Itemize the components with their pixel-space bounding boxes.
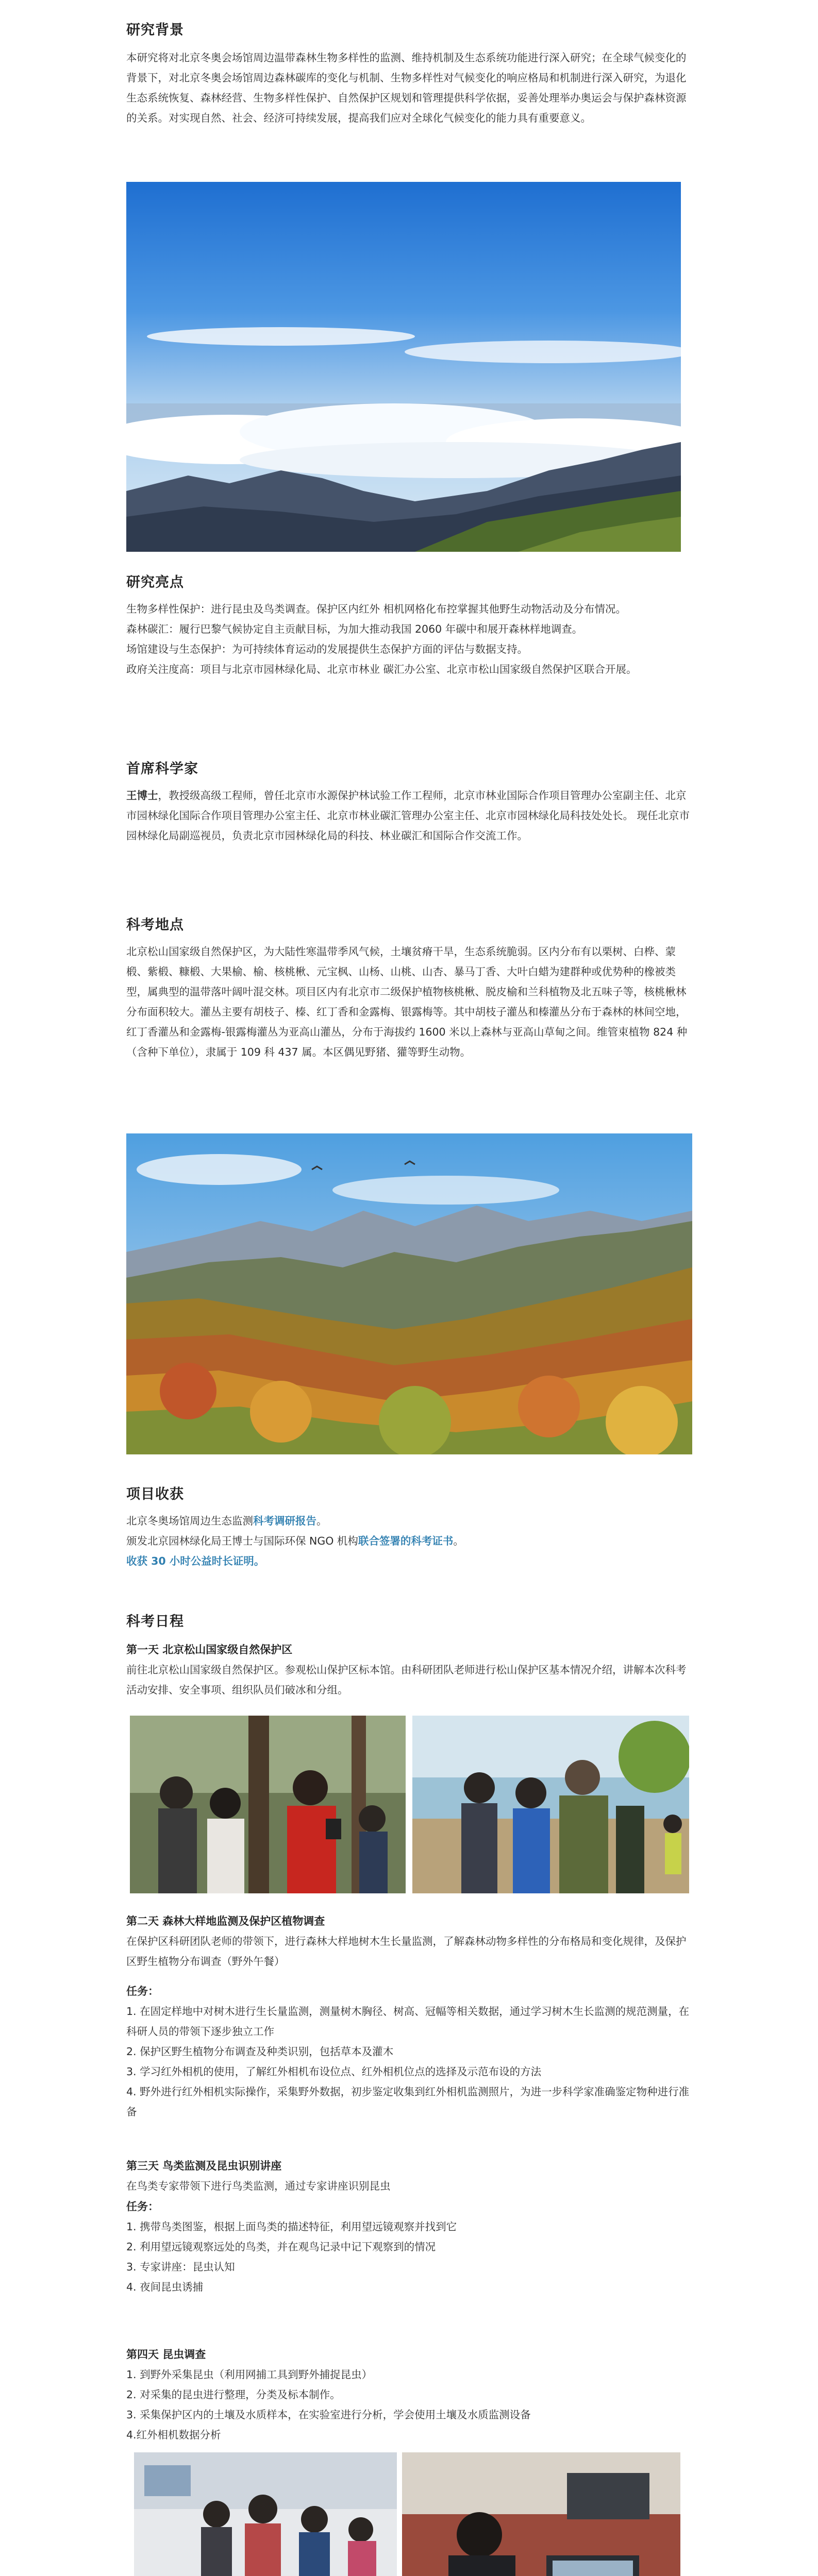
day-4 [126, 2344, 693, 2445]
section-heading-highlights: 研究亮点 [126, 574, 184, 590]
outcome-hours: 收获 30 小时公益时长证明。 [126, 1555, 265, 1567]
section-schedule [126, 1610, 693, 1630]
task-item: 1. 到野外采集昆虫（利用网捕工具到野外捕捉昆虫） [126, 2368, 373, 2381]
section-site [126, 913, 693, 1062]
section-highlights [126, 571, 693, 680]
scientist-name: 王博士 [126, 789, 158, 802]
outcome-certificate-link: 联合签署的科考证书 [358, 1535, 454, 1547]
task-item: 3. 学习红外相机的使用，了解红外相机布设位点、红外相机位点的选择及示范布设的方法 [126, 2065, 542, 2078]
task-item: 4. 夜间昆虫诱捕 [126, 2281, 204, 2293]
task-item: 2. 保护区野生植物分布调查及种类识别，包括草本及灌木 [126, 2045, 394, 2058]
section-heading-background: 研究背景 [126, 22, 184, 38]
task-item: 3. 采集保护区内的土壤及水质样本，在实验室进行分析，学会使用土壤及水质监测设备 [126, 2409, 531, 2421]
day-desc: 在保护区科研团队老师的带领下，进行森林大样地树木生长量监测，了解森林动物多样性的分布格局和变化规律，及保护区野生植物分布调查（野外午餐） [126, 1935, 687, 1968]
day-title: 第二天 森林大样地监测及保护区植物调查 [126, 1915, 325, 1927]
photo-student-computer [402, 2452, 680, 2576]
task-item: 1. 在固定样地中对树木进行生长量监测，测量树木胸径、树高、冠幅等相关数据，通过学习树木生长监测的规范测量，在科研人员的带领下逐步独立工作 [126, 2005, 690, 2038]
section-heading-schedule: 科考日程 [126, 1614, 184, 1630]
section-scientist [126, 757, 693, 846]
highlight-item: 场馆建设与生态保护：为可持续体育运动的发展提供生态保护方面的评估与数据支持。 [126, 643, 528, 655]
task-item: 1. 携带鸟类图鉴，根据上面鸟类的描述特征，利用望远镜观察并找到它 [126, 2221, 457, 2233]
day-3 [126, 2156, 693, 2297]
photo-students-forest [130, 1716, 406, 1893]
day-title: 第三天 鸟类监测及昆虫识别讲座 [126, 2160, 282, 2172]
task-item: 2. 对采集的昆虫进行整理，分类及标本制作。 [126, 2388, 341, 2401]
task-item: 2. 利用望远镜观察远处的鸟类，并在观鸟记录中记下观察到的情况 [126, 2241, 436, 2253]
photo-students-lakeside [412, 1716, 689, 1893]
day-title: 第一天 北京松山国家级自然保护区 [126, 1643, 293, 1656]
section-background [126, 19, 693, 128]
highlight-item: 政府关注度高：项目与北京市园林绿化局、北京市林业 碳汇办公室、北京市松山国家级自然保护区联合开展。 [126, 663, 637, 675]
day-desc: 在鸟类专家带领下进行鸟类监测，通过专家讲座识别昆虫 [126, 2180, 391, 2192]
section-heading-site: 科考地点 [126, 917, 184, 933]
outcome-report: 北京冬奥场馆周边生态监测科考调研报告。 [126, 1515, 327, 1527]
section-heading-scientist: 首席科学家 [126, 761, 198, 777]
day-title: 第四天 昆虫调查 [126, 2348, 206, 2361]
photo-students-lab [134, 2452, 397, 2576]
task-item: 3. 专家讲座：昆虫认知 [126, 2261, 235, 2273]
day-desc: 前往北京松山国家级自然保护区。参观松山保护区标本馆。由科研团队老师进行松山保护区基本情况介绍，讲解本次科考活动安排、安全事项、组织队员们破冰和分组。 [126, 1664, 687, 1696]
task-label: 任务： [126, 2200, 159, 2213]
section-outcomes [126, 1483, 693, 1571]
outcome-report-link: 科考调研报告 [253, 1515, 316, 1527]
task-label: 任务： [126, 1985, 159, 1997]
scientist-bio: 王博士，教授级高级工程师，曾任北京市水源保护林试验工作工程师，北京市林业国际合作项目管理办公室副主任、北京市园林绿化国际合作项目管理办公室主任、北京市林业碳汇管理办公室主任、北京市园林绿化局科技处处长。 现任北京市园林绿化局副巡视员，负责北京市园林绿化局的科技、林业碳汇和国际合作交流工作。 [126, 789, 690, 842]
day-2 [126, 1911, 693, 2122]
day-1 [126, 1639, 693, 1700]
highlight-item: 生物多样性保护：进行昆虫及鸟类调查。保护区内红外 相机网格化布控掌握其他野生动物活动及分布情况。 [126, 603, 627, 615]
site-paragraph: 北京松山国家级自然保护区，为大陆性寒温带季风气候，土壤贫瘠干旱，生态系统脆弱。区内分布有以栗树、白桦、蒙椴、紫椴、糠椴、大果榆、榆、核桃楸、元宝枫、山杨、山桃、山杏、暴马丁香、大叶白蜡为建群种或优势种的橡被类型，属典型的温带落叶阔叶混交林。项目区内有北京市二级保护植物核桃楸、脱皮榆和兰科植物及北五味子等，核桃楸林分布面积较大。灌丛主要有胡枝子、榛、红丁香和金露梅、银露梅等。其中胡枝子灌丛和榛灌丛分布于森林的林间空地，红丁香灌丛和金露梅-银露梅灌丛为亚高山灌丛，分布于海拔约 1600 米以上森林与亚高山草甸之间。维管束植物 824 种（含种下单位），隶属于 109 科 437 属。本区偶见野猪、獾等野生动物。 [126, 945, 688, 1058]
highlight-item: 森林碳汇：履行巴黎气候协定自主贡献目标，为加大推动我国 2060 年碳中和展开森林样地调查。 [126, 623, 583, 635]
outcome-certificate: 颁发北京园林绿化局王博士与国际环保 NGO 机构联合签署的科考证书。 [126, 1535, 464, 1547]
task-item: 4. 野外进行红外相机实际操作，采集野外数据，初步鉴定收集到红外相机监测照片，为进一步科学家准确鉴定物种进行准备 [126, 2086, 690, 2118]
task-item: 4.红外相机数据分析 [126, 2429, 221, 2441]
section-heading-outcomes: 项目收获 [126, 1486, 184, 1502]
photo-sea-of-clouds [126, 182, 681, 552]
background-paragraph: 本研究将对北京冬奥会场馆周边温带森林生物多样性的监测、维持机制及生态系统功能进行深入研究；在全球气候变化的背景下，对北京冬奥会场馆周边森林碳库的变化与机制、生物多样性对气候变化的响应格局和机制进行深入研究，为退化生态系统恢复、森林经营、生物多样性保护、自然保护区规划和管理提供科学依据，妥善处理举办奥运会与保护森林资源的关系。对实现自然、社会、经济可持续发展，提高我们应对全球化气候变化的能力具有重要意义。 [126, 52, 687, 124]
photo-autumn-forest [126, 1133, 692, 1454]
